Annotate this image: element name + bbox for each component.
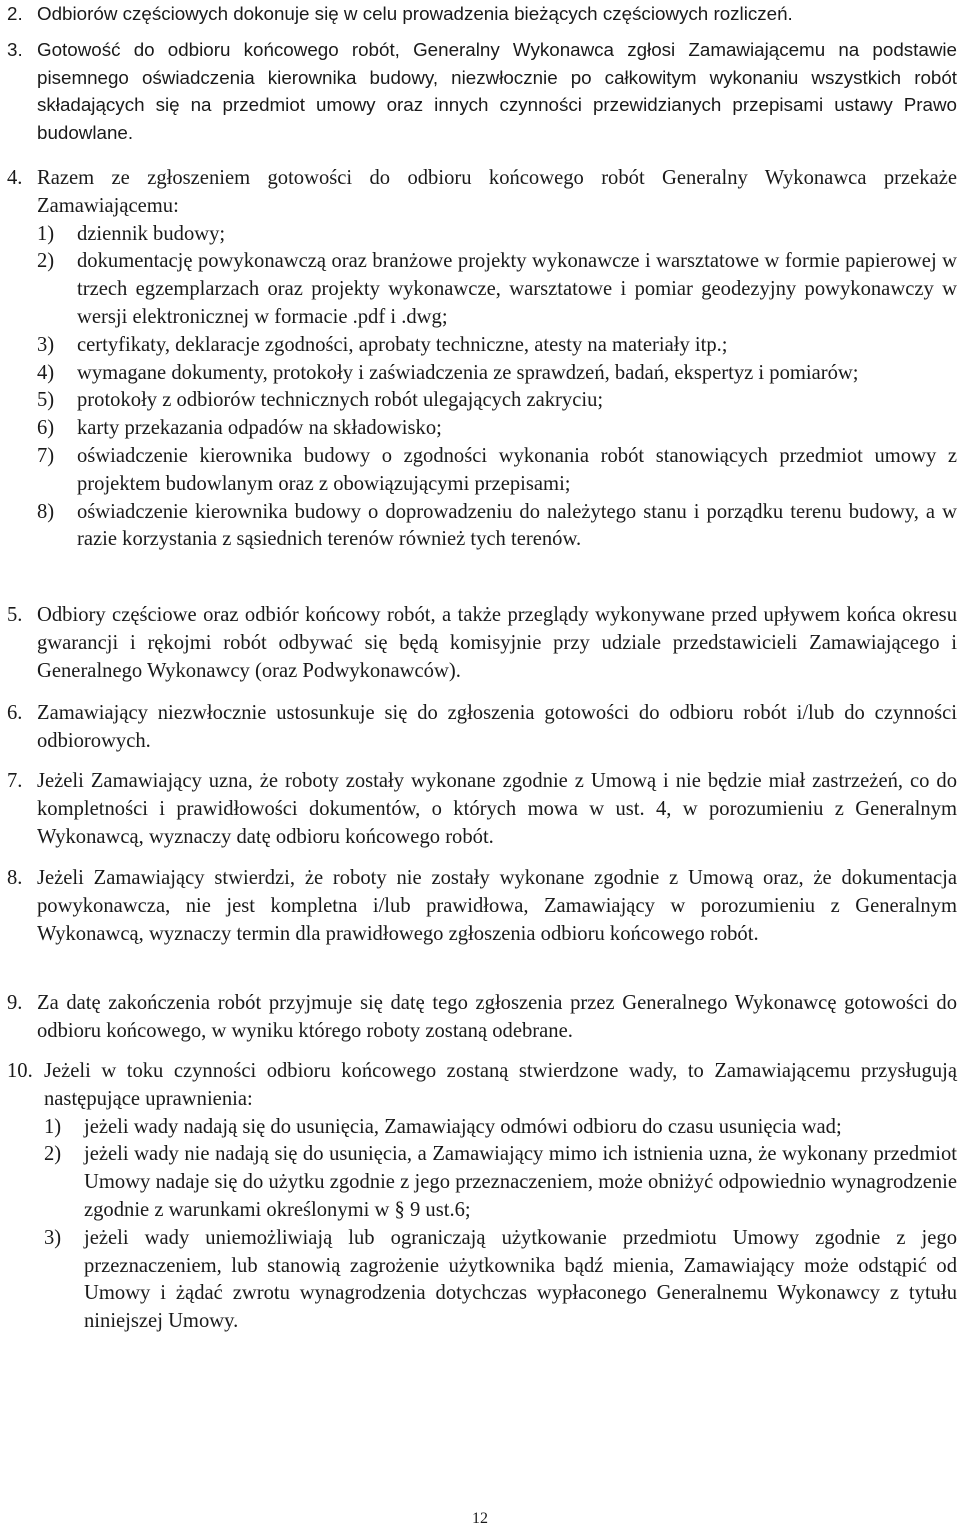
paragraph-number: 5. <box>7 604 23 626</box>
paragraph-number: 7. <box>7 770 23 792</box>
list-item-text: oświadczenie kierownika budowy o doprowadzeniu do należytego stanu i porządku terenu budowy, a w razie korzystania z sąsiednich terenów również tych terenów. <box>77 500 957 551</box>
paragraph-7 <box>7 768 957 851</box>
paragraph-intro: Razem ze zgłoszeniem gotowości do odbioru końcowego robót Generalny Wykonawca przekaże Zamawiającemu: <box>37 167 957 217</box>
list-item-text: protokoły z odbiorów technicznych robót ulegających zakryciu; <box>77 389 604 412</box>
list-item <box>37 360 957 388</box>
page-number: 12 <box>472 1510 488 1527</box>
paragraph-4 <box>7 165 957 554</box>
list-item-number: 7) <box>37 444 55 467</box>
list-item-number: 1) <box>44 1115 62 1138</box>
paragraph-intro: Jeżeli w toku czynności odbioru końcowego zostaną stwierdzone wady, to Zamawiającemu przysługują następujące uprawnienia: <box>44 1060 957 1110</box>
list-item-number: 2) <box>37 250 55 273</box>
list-item-text: jeżeli wady uniemożliwiają lub ograniczają użytkowanie przedmiotu Umowy zgodnie z jego przeznaczeniem, lub stanowią zagrożenie użytkownika bądź mienia, Zamawiający może odstąpić od Umowy i żądać zwrotu wynagrodzenia dotychczas wypłaconego Generalnemu Wykonawcy z tytułu niniejszej Umowy. <box>84 1226 957 1333</box>
list-item <box>37 443 957 499</box>
paragraph-5 <box>7 602 957 685</box>
paragraph-6 <box>7 700 957 756</box>
paragraph-number: 6. <box>7 702 23 724</box>
paragraph-number: 2. <box>7 3 23 24</box>
list-item-number: 2) <box>44 1143 62 1166</box>
paragraph-number: 8. <box>7 867 23 889</box>
paragraph-text: Odbiorów częściowych dokonuje się w celu prowadzenia bieżących częściowych rozliczeń. <box>37 3 793 24</box>
paragraph-3 <box>7 36 957 146</box>
paragraph-8 <box>7 865 957 948</box>
list-item <box>37 248 957 331</box>
list-item <box>37 499 957 555</box>
paragraph-10 <box>7 1058 957 1336</box>
list-item <box>44 1225 957 1336</box>
list-item-text: dziennik budowy; <box>77 222 226 245</box>
list-item-number: 4) <box>37 361 55 384</box>
paragraph-number: 10. <box>7 1060 33 1082</box>
paragraph-text: Jeżeli Zamawiający stwierdzi, że roboty nie zostały wykonane zgodnie z Umową oraz, że dokumentacja powykonawcza, nie jest kompletna i/lub prawidłowa, Zamawiający w porozumieniu z Generalnym Wykonawcą, wyznaczy termin dla prawidłowego zgłoszenia odbioru końcowego robót. <box>37 867 957 945</box>
list-item-number: 3) <box>37 333 55 356</box>
paragraph-text: Odbiory częściowe oraz odbiór końcowy robót, a także przeglądy wykonywane przed upływem końca okresu gwarancji i rękojmi robót odbywać się będą komisyjnie przy udziale przedstawicieli Zamawiającego i Generalnego Wykonawcy (oraz Podwykonawców). <box>37 604 957 682</box>
list-item <box>44 1114 957 1142</box>
list-item-number: 8) <box>37 500 55 523</box>
paragraph-text: Zamawiający niezwłocznie ustosunkuje się do zgłoszenia gotowości do odbioru robót i/lub do czynności odbiorowych. <box>37 702 957 752</box>
list-item-text: dokumentację powykonawczą oraz branżowe projekty wykonawcze i warsztatowe w formie papierowej w trzech egzemplarzach oraz projekty wykonawcze, warsztatowe i pomiar geodezyjny powykonawczy w wersji elektronicznej w formacie .pdf i .dwg; <box>77 250 957 328</box>
paragraph-text: Za datę zakończenia robót przyjmuje się datę tego zgłoszenia przez Generalnego Wykonawcę gotowości do odbioru końcowego, w wyniku którego roboty zostaną odebrane. <box>37 992 957 1042</box>
list-item <box>37 387 957 415</box>
paragraph-number: 4. <box>7 167 23 189</box>
list-item-number: 3) <box>44 1226 62 1249</box>
list-item <box>37 332 957 360</box>
list-item <box>37 415 957 443</box>
list-item-text: wymagane dokumenty, protokoły i zaświadczenia ze sprawdzeń, badań, ekspertyz i pomiarów; <box>77 361 859 384</box>
list-item-text: jeżeli wady nie nadają się do usunięcia, a Zamawiający mimo ich istnienia uzna, że wykonany przedmiot Umowy nadaje się do użytku zgodnie z jego przeznaczeniem, może obniżyć odpowiednio wynagrodzenie zgodnie z warunkami określonymi w § 9 ust.6; <box>84 1143 957 1221</box>
list-item-text: karty przekazania odpadów na składowisko; <box>77 417 442 440</box>
paragraph-number: 3. <box>7 39 23 60</box>
list-item-text: certyfikaty, deklaracje zgodności, aprobaty techniczne, atesty na materiały itp.; <box>77 333 728 356</box>
list-item-text: oświadczenie kierownika budowy o zgodności wykonania robót stanowiących przedmiot umowy z projektem budowlanym oraz z obowiązującymi przepisami; <box>77 444 957 495</box>
list-item <box>37 221 957 249</box>
list-item-number: 1) <box>37 222 55 245</box>
list-item-text: jeżeli wady nadają się do usunięcia, Zamawiający odmówi odbioru do czasu usunięcia wad; <box>84 1115 842 1138</box>
list-item-number: 5) <box>37 389 55 412</box>
paragraph-9 <box>7 990 957 1046</box>
paragraph-number: 9. <box>7 992 23 1014</box>
paragraph-text: Jeżeli Zamawiający uzna, że roboty zostały wykonane zgodnie z Umową i nie będzie miał zastrzeżeń, co do kompletności i prawidłowości dokumentów, o których mowa w ust. 4, w porozumieniu z Generalnym Wykonawcą, wyznaczy datę odbioru końcowego robót. <box>37 770 957 848</box>
paragraph-2 <box>7 0 957 28</box>
list-item-number: 6) <box>37 417 55 440</box>
paragraph-text: Gotowość do odbioru końcowego robót, Generalny Wykonawca zgłosi Zamawiającemu na podstawie pisemnego oświadczenia kierownika budowy, niezwłocznie po całkowitym wykonaniu wszystkich robót składających się na przedmiot umowy oraz innych czynności przewidzianych przepisami ustawy Prawo budowlane. <box>37 39 957 143</box>
list-item <box>44 1141 957 1224</box>
